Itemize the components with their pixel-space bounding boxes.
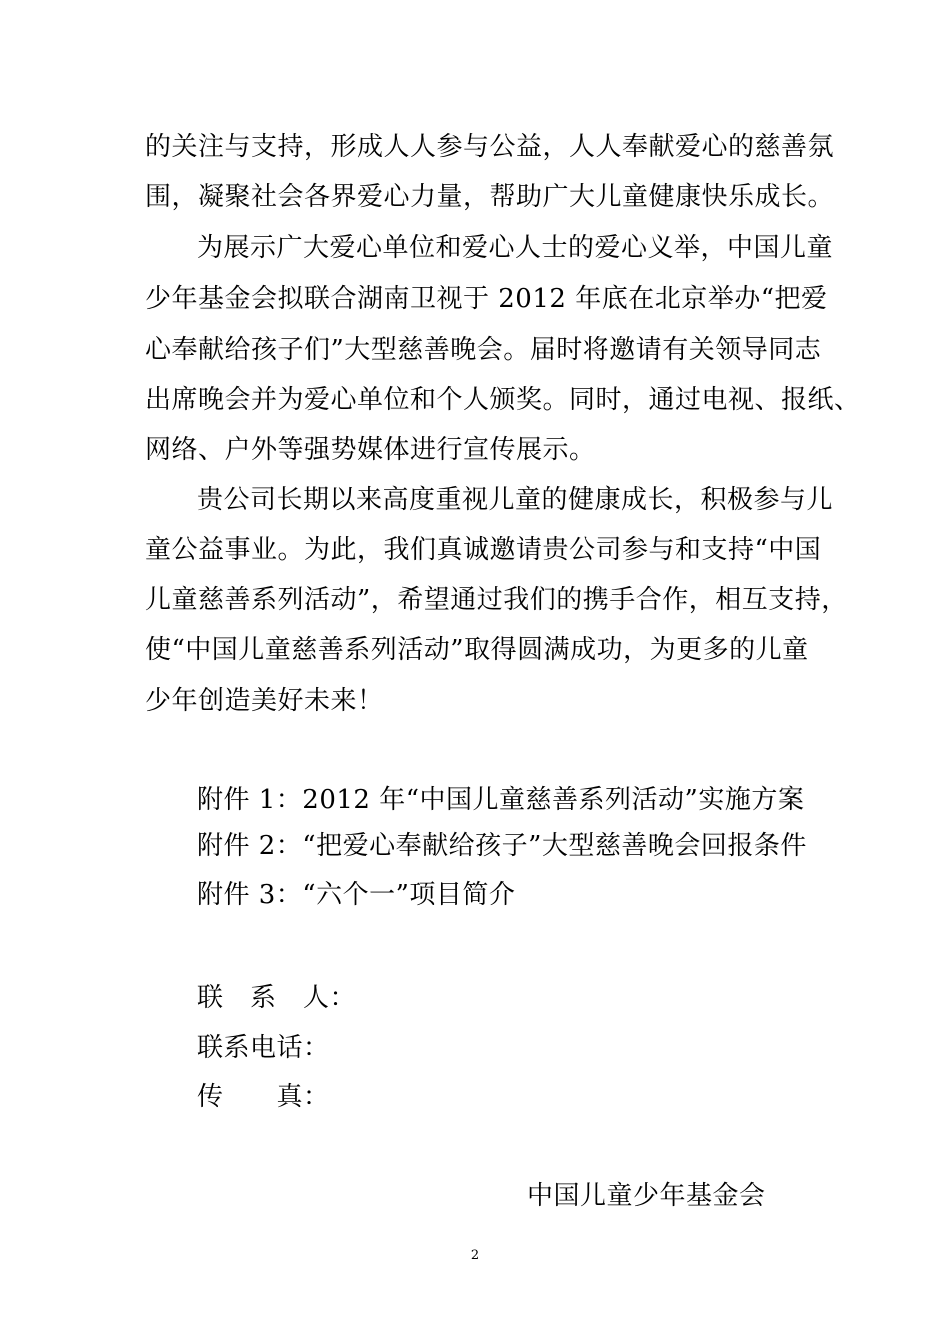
contact-person-label: 联 系 人： [197,983,357,1013]
body-line: 出席晚会并为爱心单位和个人颁奖。同时，通过电视、报纸、 [145,385,861,415]
body-line: 少年创造美好未来！ [145,686,384,716]
body-line: 少年基金会拟联合湖南卫视于 2012 年底在北京举办“把爱 [145,284,828,314]
contact-phone-label: 联系电话： [197,1033,330,1063]
signature-organization: 中国儿童少年基金会 [527,1181,766,1211]
body-line: 为展示广大爱心单位和爱心人士的爱心义举，中国儿童 [197,233,834,263]
contact-fax-label: 传 真： [197,1082,330,1112]
body-line: 网络、户外等强势媒体进行宣传展示。 [145,435,596,465]
body-line: 童公益事业。为此，我们真诚邀请贵公司参与和支持“中国 [145,535,822,565]
body-line: 心奉献给孩子们”大型慈善晚会。届时将邀请有关领导同志 [145,335,822,365]
attachment-item: 附件 2：“把爱心奉献给孩子”大型慈善晚会回报条件 [197,831,807,861]
attachment-item: 附件 1：2012 年“中国儿童慈善系列活动”实施方案 [197,785,805,815]
body-line: 的关注与支持，形成人人参与公益，人人奉献爱心的慈善氛 [145,132,835,162]
body-line: 儿童慈善系列活动”，希望通过我们的携手合作，相互支持， [145,585,848,615]
body-line: 使“中国儿童慈善系列活动”取得圆满成功，为更多的儿童 [145,635,809,665]
attachment-item: 附件 3：“六个一”项目简介 [197,880,516,910]
body-line: 贵公司长期以来高度重视儿童的健康成长，积极参与儿 [197,485,834,515]
body-line: 围，凝聚社会各界爱心力量，帮助广大儿童健康快乐成长。 [145,182,835,212]
page-number: 2 [470,1248,480,1263]
